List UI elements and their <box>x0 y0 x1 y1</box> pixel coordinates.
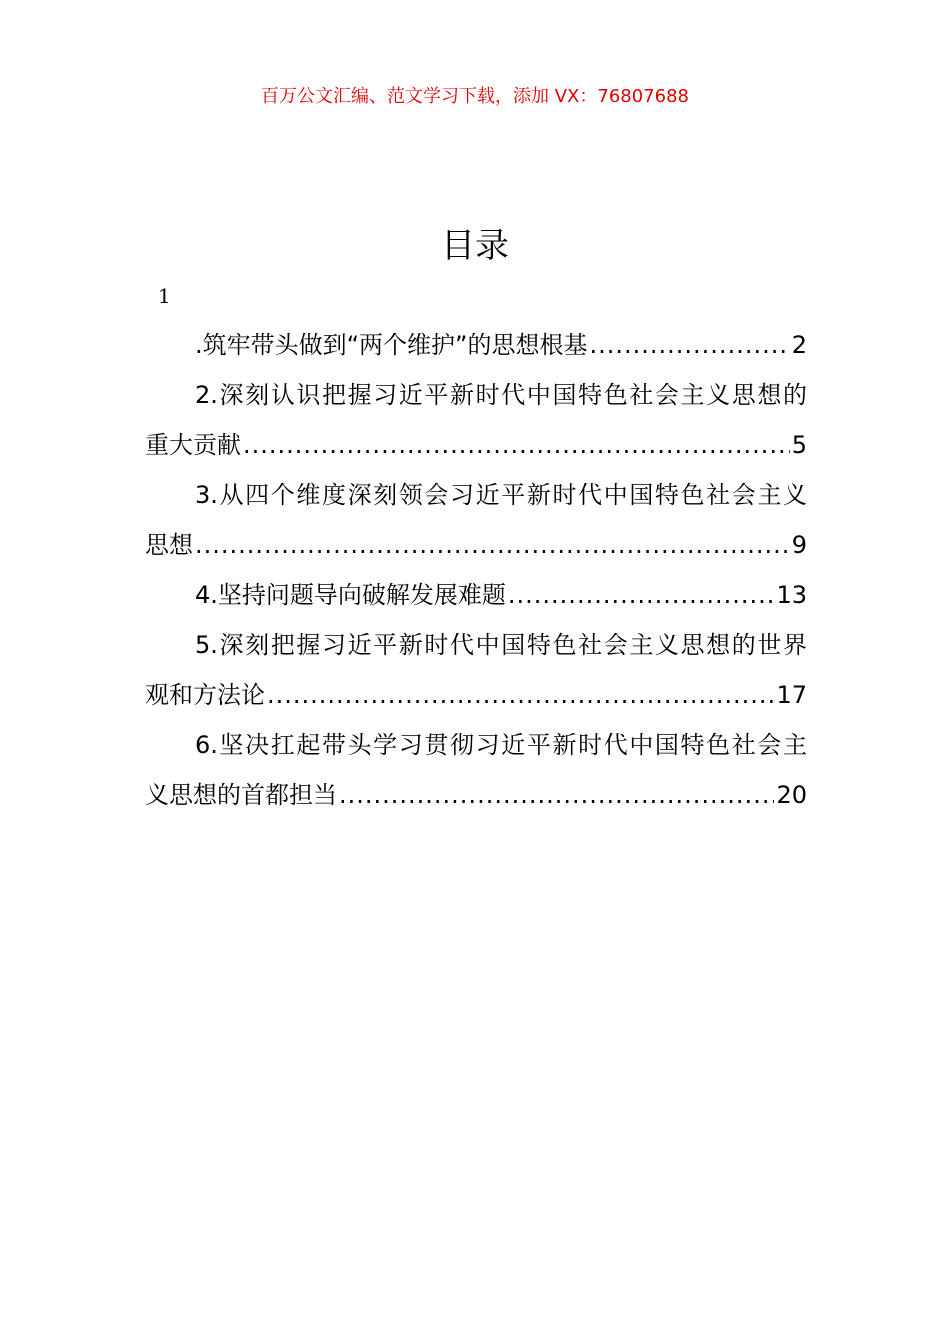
toc-page-number: 5 <box>791 431 807 459</box>
toc-entry-3-line-1[interactable] <box>145 470 807 520</box>
toc-leader-dots <box>243 420 790 470</box>
toc-entry-title-continued: 思想 <box>145 531 193 559</box>
page-title: 目录 <box>441 226 509 266</box>
toc-entry-3-line-2[interactable] <box>145 520 807 570</box>
toc-entry-title: 3.从四个维度深刻领会习近平新时代中国特色社会主义 <box>195 481 807 509</box>
toc-entry-2-line-1[interactable] <box>145 370 807 420</box>
toc-page-number: 2 <box>791 331 807 359</box>
toc-leader-dots <box>339 770 774 820</box>
footnote-marker: 1 <box>158 284 171 308</box>
toc-entry-2-line-2[interactable] <box>145 420 807 470</box>
toc-page-number: 13 <box>776 581 807 609</box>
toc-entry-title: 5.深刻把握习近平新时代中国特色社会主义思想的世界 <box>195 631 807 659</box>
toc-entry-title: 4.坚持问题导向破解发展难题 <box>195 581 506 609</box>
toc-leader-dots <box>267 670 774 720</box>
toc-entry-title: 2.深刻认识把握习近平新时代中国特色社会主义思想的 <box>195 381 807 409</box>
toc-page-number: 17 <box>776 681 807 709</box>
toc-entry-title-continued: 重大贡献 <box>145 431 241 459</box>
toc-leader-dots <box>508 570 775 620</box>
toc-page-number: 9 <box>791 531 807 559</box>
toc-leader-dots <box>590 320 790 370</box>
toc-leader-dots <box>195 520 790 570</box>
toc-entry-5-line-2[interactable] <box>145 670 807 720</box>
toc-entry-title-continued: 观和方法论 <box>145 681 265 709</box>
toc-entry-6-line-2[interactable] <box>145 770 807 820</box>
toc-entry-title: 6.坚决扛起带头学习贯彻习近平新时代中国特色社会主 <box>195 731 807 759</box>
toc-entry-6-line-1[interactable] <box>145 720 807 770</box>
table-of-contents <box>145 320 807 820</box>
toc-entry-4[interactable] <box>145 570 807 620</box>
header-watermark-note: 百万公文汇编、范文学习下载，添加 VX：76807688 <box>261 86 689 107</box>
toc-entry-1[interactable] <box>145 320 807 370</box>
toc-page-number: 20 <box>776 781 807 809</box>
toc-entry-5-line-1[interactable] <box>145 620 807 670</box>
toc-entry-title-continued: 义思想的首都担当 <box>145 781 337 809</box>
toc-entry-title: .筑牢带头做到“两个维护”的思想根基 <box>195 331 588 359</box>
